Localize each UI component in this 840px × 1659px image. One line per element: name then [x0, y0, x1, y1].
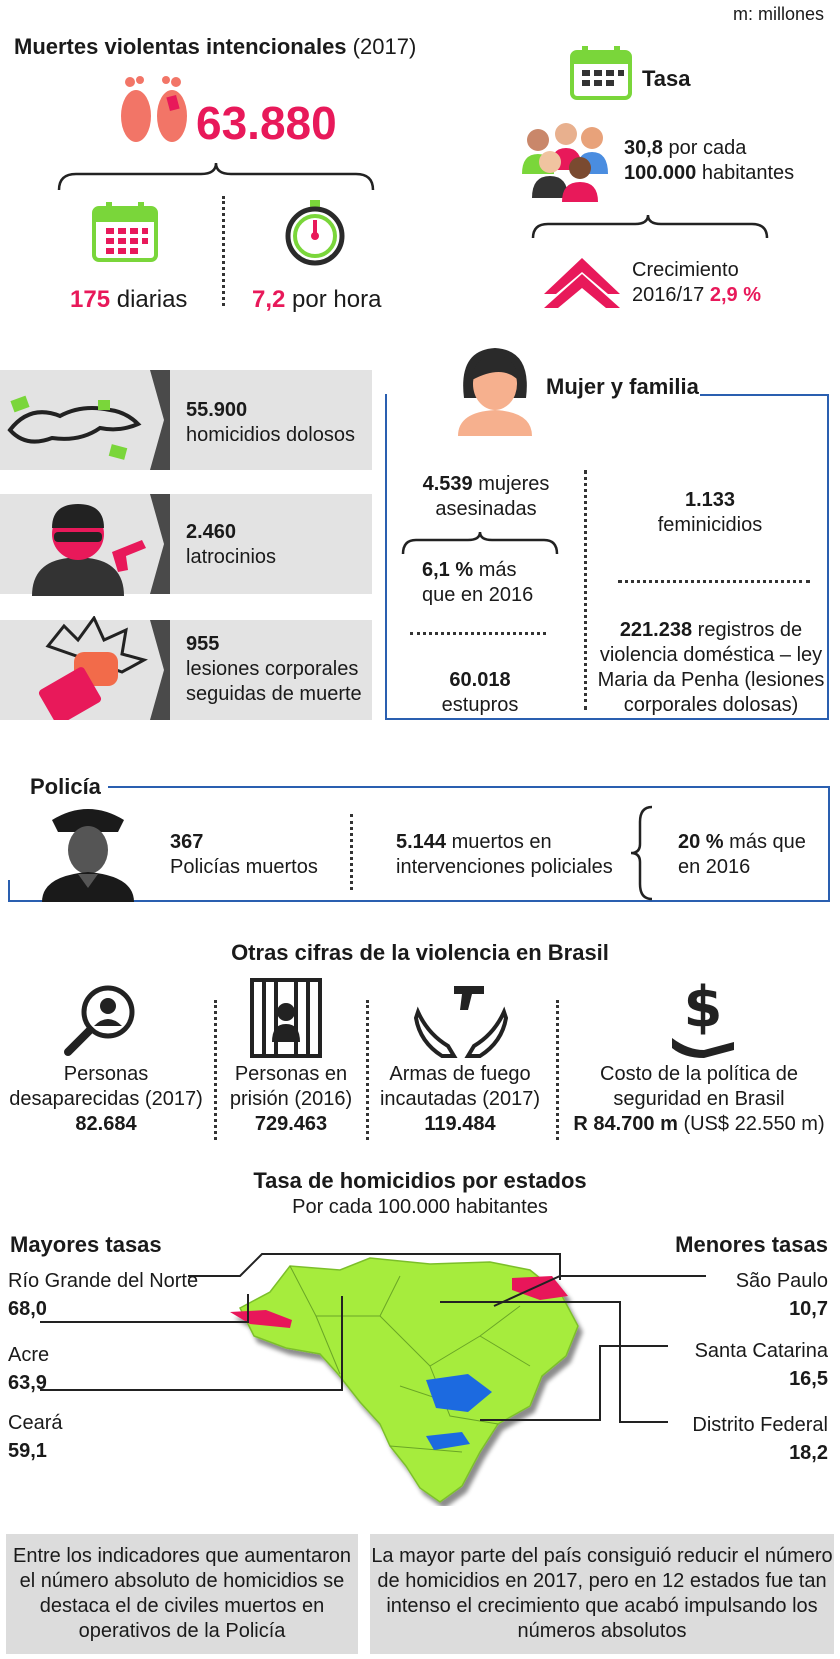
body-outline-icon	[0, 390, 150, 466]
police-title: Policía	[30, 774, 101, 799]
people-group-icon	[518, 118, 614, 204]
divider	[556, 1000, 559, 1140]
police-pct: 20 % más que en 2016	[678, 831, 806, 878]
missing-persons: Personas desaparecidas (2017) 82.684	[9, 1063, 203, 1135]
brace-police	[628, 804, 656, 902]
state-acre-value: 63,9	[8, 1372, 47, 1394]
other-title: Otras cifras de la violencia en Brasil	[231, 940, 609, 965]
divider	[366, 1000, 369, 1140]
feet-icon	[110, 66, 198, 146]
unit-note: m: millones	[732, 4, 824, 24]
injuries-text: 955 lesiones corporales seguidas de muerte	[186, 633, 362, 705]
robber-icon	[24, 496, 154, 596]
divider	[618, 580, 810, 583]
women-domestic-violence: 221.238 registros de violencia doméstica – ley Maria da Penha (lesiones corporales dolosas)	[597, 619, 825, 716]
women-rapes: 60.018 estupros	[441, 669, 519, 716]
growth-arrow-icon	[540, 254, 624, 310]
brace-women	[400, 530, 560, 556]
dollar-hand-icon	[668, 976, 738, 1058]
state-ceara-value: 59,1	[8, 1440, 47, 1462]
total-deaths-value: 63.880	[196, 97, 337, 149]
growth-label: Crecimiento 2016/17 2,9 %	[632, 259, 762, 306]
homicides-text: 55.900 homicidios dolosos	[186, 399, 355, 446]
svg-text:$: $	[683, 976, 723, 1040]
arrow-notch	[150, 494, 170, 594]
arrow-notch	[150, 620, 170, 720]
divider	[214, 1000, 217, 1140]
note-left: Entre los indicadores que aumentaron el número absoluto de homicidios se destaca el de civiles muertos en operativos de la Policía	[6, 1534, 358, 1654]
women-title: Mujer y familia	[546, 374, 699, 399]
state-sc-value: 16,5	[789, 1368, 828, 1390]
state-sp-name: São Paulo	[735, 1270, 828, 1292]
hourly-deaths: 7,2 por hora	[252, 286, 382, 313]
seized-guns: Armas de fuego incautadas (2017) 119.484	[379, 1063, 541, 1135]
women-murdered: 4.539 mujeres asesinadas	[422, 473, 550, 520]
arrow-notch	[150, 370, 170, 470]
women-box-top	[700, 394, 829, 396]
robbery-text: 2.460 latrocinios	[186, 521, 277, 568]
rate-value: 30,8 por cada 100.000 habitantes	[624, 137, 795, 184]
state-rn-value: 68,0	[8, 1298, 47, 1320]
states-title: Tasa de homicidios por estados	[253, 1168, 587, 1193]
daily-deaths: 175 diarias	[70, 286, 188, 313]
police-interventions: 5.144 muertos en intervenciones policiales	[396, 831, 613, 878]
state-df-name: Distrito Federal	[692, 1414, 828, 1436]
calendar-icon	[92, 200, 158, 262]
brace-divider	[56, 160, 376, 194]
calendar-rate-icon	[570, 44, 632, 100]
state-sp-value: 10,7	[789, 1298, 828, 1320]
women-pct: 6,1 % más que en 2016	[422, 559, 534, 606]
note-right: La mayor parte del país consiguió reducir el número de homicidios en 2017, pero en 12 estados fue tan intenso el crecimiento que acabó impulsando los números absolutos	[370, 1534, 834, 1654]
security-cost: Costo de la política de seguridad en Brasil R 84.700 m (US$ 22.550 m)	[573, 1063, 825, 1135]
brace-rate	[530, 212, 770, 242]
women-femicides: 1.133 feminicidios	[657, 489, 763, 536]
state-df-value: 18,2	[789, 1442, 828, 1464]
highest-title: Mayores tasas	[10, 1232, 162, 1257]
woman-icon	[452, 340, 538, 436]
divider	[410, 632, 546, 635]
states-subtitle: Por cada 100.000 habitantes	[292, 1196, 548, 1218]
police-killed: 367 Policías muertos	[170, 831, 318, 878]
stopwatch-icon	[282, 200, 348, 266]
police-officer-icon	[38, 796, 138, 902]
state-sc-name: Santa Catarina	[694, 1340, 828, 1362]
divider	[222, 196, 225, 306]
page-title: Muertes violentas intencionales (2017)	[14, 34, 417, 59]
state-ceara-name: Ceará	[8, 1412, 63, 1434]
divider	[584, 470, 587, 710]
state-rn-name: Río Grande del Norte	[8, 1270, 199, 1292]
lowest-title: Menores tasas	[675, 1232, 828, 1257]
rate-title: Tasa	[642, 66, 691, 91]
divider	[350, 814, 353, 890]
prison-icon	[250, 978, 322, 1058]
state-acre-name: Acre	[8, 1344, 50, 1366]
seized-guns-icon	[414, 978, 508, 1058]
punch-icon	[28, 616, 148, 720]
missing-person-icon	[62, 982, 142, 1058]
prisoners: Personas en prisión (2016) 729.463	[229, 1063, 353, 1135]
